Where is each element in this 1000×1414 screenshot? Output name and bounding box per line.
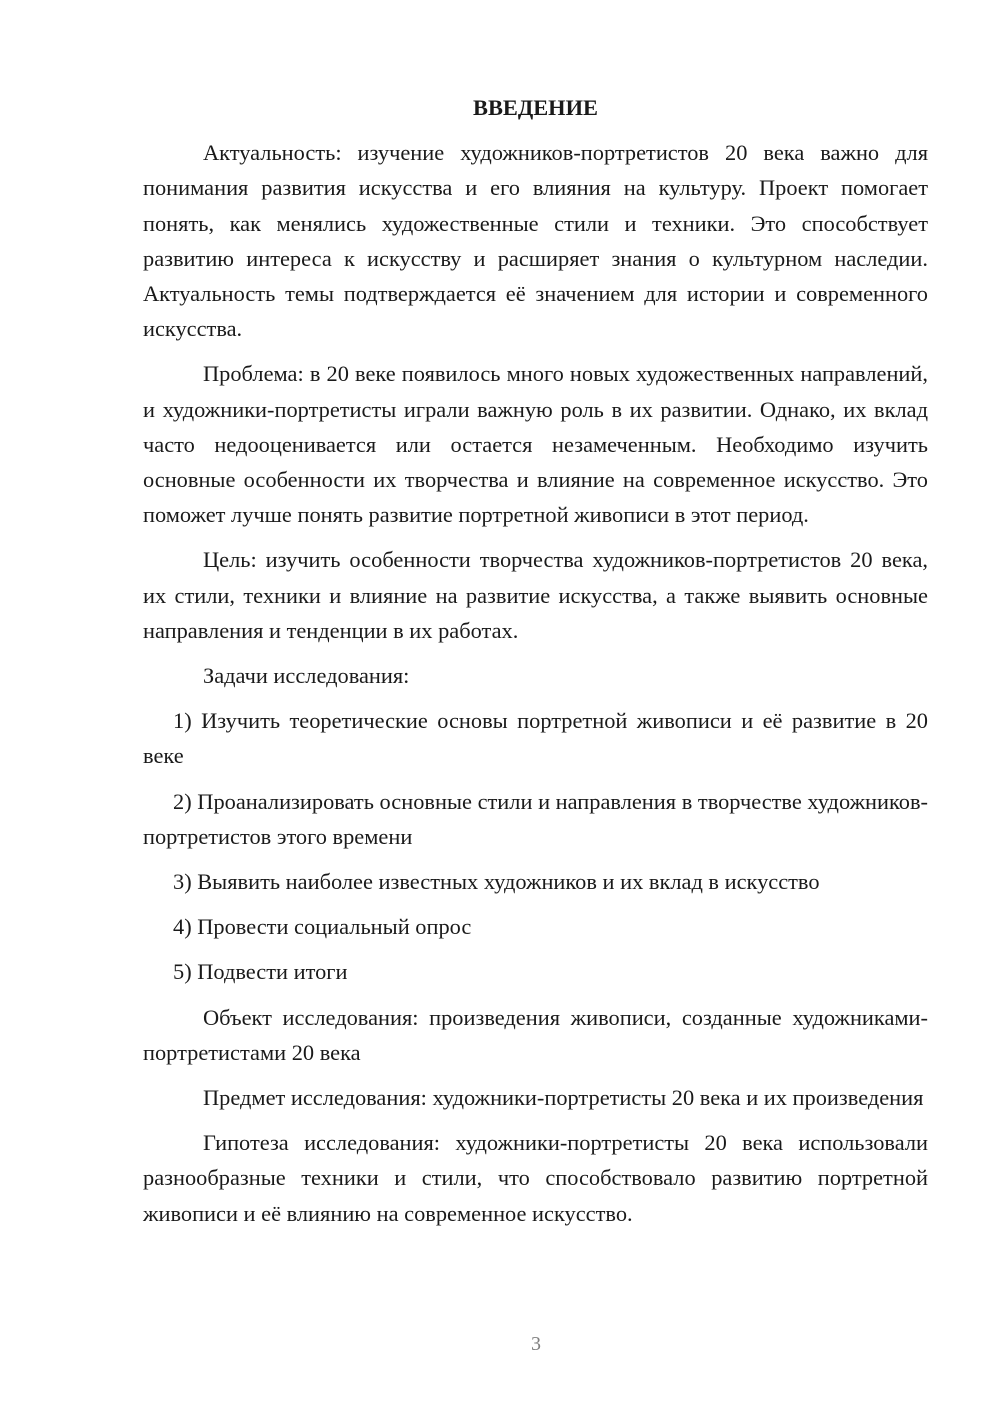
- subject-paragraph: Предмет исследования: художники-портретисты 20 века и их произведения: [203, 1085, 924, 1111]
- task-item-5: 5) Подвести итоги: [173, 959, 348, 985]
- page-content: [143, 90, 928, 1241]
- section-heading: ВВЕДЕНИЕ: [473, 95, 598, 120]
- problem-paragraph: Проблема: в 20 веке появилось много новых художественных направлений, и художники-портретисты играли важную роль в их развитии. Однако, их вклад часто недооценивается или остается незамеченным. Необходимо изучить основные особенности их творчества и влияние на современное искусство. Это поможет лучше понять развитие портретной живописи в этот период.: [143, 361, 928, 528]
- object-paragraph: Объект исследования: произведения живописи, созданные художниками-портретистами 20 века: [143, 1004, 928, 1065]
- relevance-paragraph: Актуальность: изучение художников-портретистов 20 века важно для понимания развития искусства и его влияния на культуру. Проект помогает понять, как менялись художественные стили и техники. Это способствует развитию интереса к искусству и расширяет знания о культурном наследии. Актуальность темы подтверждается её значением для истории и современного искусства.: [143, 140, 928, 342]
- task-item-4: 4) Провести социальный опрос: [173, 914, 472, 940]
- goal-paragraph: Цель: изучить особенности творчества художников-портретистов 20 века, их стили, техники и влияние на развитие искусства, а также выявить основные направления и тенденции в их работах.: [143, 547, 928, 643]
- task-item-1: 1) Изучить теоретические основы портретной живописи и её развитие в 20 веке: [143, 708, 928, 769]
- task-item-3: 3) Выявить наиболее известных художников и их вклад в искусство: [173, 869, 820, 895]
- task-item-2: 2) Проанализировать основные стили и направления в творчестве художников-портретистов этого времени: [143, 788, 928, 849]
- page-number: 3: [531, 1333, 541, 1355]
- hypothesis-paragraph: Гипотеза исследования: художники-портретисты 20 века использовали разнообразные техники и стили, что способствовало развитию портретной живописи и её влиянию на современное искусство.: [143, 1130, 928, 1226]
- tasks-heading: Задачи исследования:: [203, 663, 410, 689]
